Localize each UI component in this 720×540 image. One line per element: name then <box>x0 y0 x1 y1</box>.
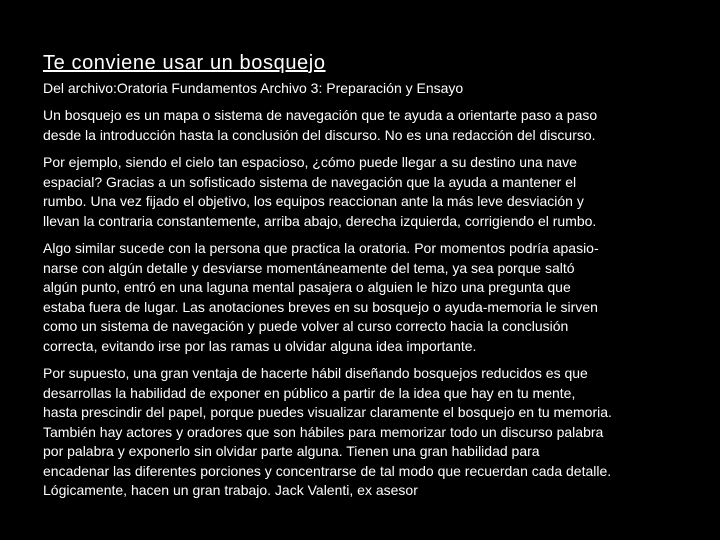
paragraph-definition: Un bosquejo es un mapa o sistema de navegación que te ayuda a orientarte paso a paso desde la introducción hasta la conclusión del discurso. No es una redacción del discurso. <box>43 107 598 143</box>
slide-subtitle: Del archivo:Oratoria Fundamentos Archivo 3: Preparación y Ensayo <box>43 80 464 96</box>
paragraph-spaceship-example: Por ejemplo, siendo el cielo tan espacioso, ¿cómo puede llegar a su destino una nave espacial? Gracias a un sofisticado sistema de navegación que la ayuda a mantener el rumbo. Una vez fijado el objetivo, los equipos reaccionan ante la más leve desviación y llevan la contraria constantemente, arriba abajo, derecha izquierda, corrigiendo el rumbo. <box>43 154 597 229</box>
paragraph-advantages: Por supuesto, una gran ventaja de hacerte hábil diseñando bosquejos reducidos es que desarrollas la habilidad de exponer en público a partir de la idea que hay en tu mente, hasta prescindir del papel, porque puedes visualizar claramente el bosquejo en tu memoria. También hay actores y oradores que son hábiles para memorizar todo un discurso palabra por palabra y exponerlo sin olvidar parte alguna. Tienen una gran habilidad para encadenar las diferentes porciones y concentrarse de tal modo que recuerdan cada detalle. Lógicamente, hacen un gran trabajo. Jack Valenti, ex asesor <box>43 365 612 498</box>
paragraph-oratory-comparison: Algo similar sucede con la persona que practica la oratoria. Por momentos podría apasio- narse con algún detalle y desviarse momentáneamente del tema, ya sea porque saltó algún punto, entró en una laguna mental pasajera o alguien le hizo una pregunta que estaba fuera de lugar. Las anotaciones breves en su bosquejo o ayuda-memoria le sirven como un sistema de navegación y puede volver al curso correcto hacia la conclusión correcta, evitando irse por las ramas u olvidar alguna idea importante. <box>43 240 599 354</box>
slide-content <box>43 50 703 501</box>
slide-title[interactable]: Te conviene usar un bosquejo <box>43 52 326 74</box>
